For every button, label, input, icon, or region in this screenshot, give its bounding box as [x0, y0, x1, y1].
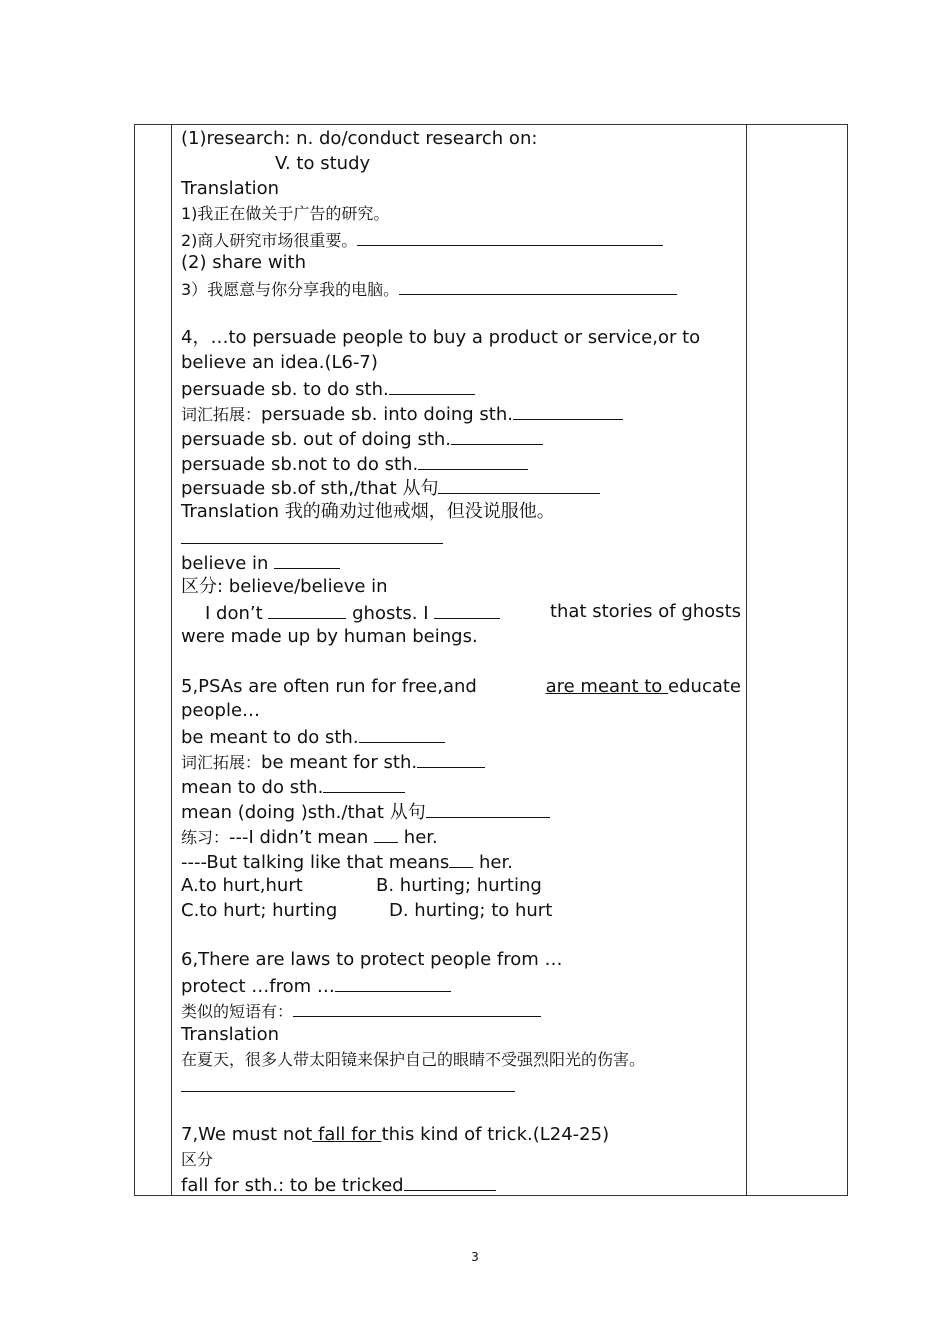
page-number: 3 — [471, 1250, 479, 1264]
answer-blank[interactable] — [404, 1172, 496, 1191]
empty-line — [181, 924, 741, 949]
answer-blank[interactable] — [426, 799, 550, 818]
answer-blank[interactable] — [451, 426, 543, 445]
text-line — [181, 824, 741, 849]
column-divider-right — [746, 125, 747, 1195]
option-text: A.to hurt,hurt — [181, 874, 303, 896]
option-text: D. hurting; to hurt — [389, 899, 553, 921]
text-line — [181, 774, 741, 799]
text-line — [181, 1172, 741, 1197]
line-text — [181, 600, 500, 625]
answer-blank[interactable] — [513, 401, 623, 420]
answer-blank[interactable] — [438, 475, 600, 494]
empty-line — [181, 650, 741, 675]
text-line — [181, 849, 741, 874]
text-line — [181, 998, 741, 1023]
empty-line — [181, 1098, 741, 1123]
line-text: protect …from … — [181, 976, 335, 998]
answer-blank[interactable] — [449, 849, 473, 868]
answer-blank[interactable] — [357, 227, 663, 246]
line-text: persuade sb. to do sth. — [181, 378, 389, 400]
text-line — [181, 1123, 741, 1148]
answer-blank[interactable] — [293, 998, 541, 1017]
worksheet-table — [134, 124, 848, 1196]
main-cell-content — [181, 127, 741, 1197]
text-line — [181, 799, 741, 824]
line-text: 词汇拓展： — [181, 404, 262, 424]
text-line — [181, 675, 741, 700]
line-text: 练习： — [181, 827, 230, 847]
line-text: her. — [473, 851, 513, 873]
text-line — [181, 724, 741, 749]
text-line — [181, 600, 741, 625]
text-line: believe an idea.(L6-7) — [181, 352, 378, 374]
option-text: B. hurting; hurting — [376, 874, 542, 896]
text-line — [181, 401, 741, 426]
text-line: people… — [181, 700, 261, 722]
text-line — [181, 525, 741, 550]
text-line — [181, 426, 741, 451]
line-text: mean (doing )sth./that 从句 — [181, 802, 426, 824]
text-line: 1)我正在做关于广告的研究。 — [181, 203, 390, 223]
text-line — [181, 550, 741, 575]
answer-blank[interactable] — [323, 774, 405, 793]
line-text: persuade sb. out of doing sth. — [181, 428, 452, 450]
line-text: persuade sb.of sth,/that 从句 — [181, 478, 439, 500]
line-text: 7,We must not — [181, 1123, 313, 1145]
answer-blank[interactable] — [399, 276, 677, 295]
answer-blank[interactable] — [434, 600, 500, 619]
line-text: 5,PSAs are often run for free,and — [181, 675, 477, 697]
text-line: Translation — [181, 177, 280, 199]
empty-line — [181, 301, 741, 326]
underlined-phrase: fall for — [312, 1123, 382, 1145]
text-line: V. to study — [275, 152, 371, 174]
answer-blank[interactable] — [374, 824, 398, 843]
line-text: persuade sb.not to do sth. — [181, 453, 419, 475]
text-line: 6,There are laws to protect people from … — [181, 949, 563, 971]
answer-blank[interactable] — [181, 1073, 515, 1092]
text-line — [181, 475, 741, 500]
text-line — [181, 276, 741, 301]
line-text: ---I didn’t mean — [229, 826, 375, 848]
line-text: be meant to do sth. — [181, 727, 359, 749]
text-line: were made up by human beings. — [181, 625, 478, 647]
line-text: mean to do sth. — [181, 777, 324, 799]
answer-blank[interactable] — [268, 600, 346, 619]
text-line: (1)research: n. do/conduct research on: — [181, 128, 538, 149]
column-divider-left — [171, 125, 172, 1195]
text-line — [181, 451, 741, 476]
text-line — [181, 376, 741, 401]
line-text: 词汇拓展： — [181, 753, 262, 773]
line-text: her. — [398, 826, 438, 848]
answer-blank[interactable] — [418, 451, 528, 470]
line-text: this kind of trick.(L24-25) — [381, 1123, 610, 1145]
text-line: (2) share with — [181, 252, 307, 274]
line-text: ----But talking like that means — [181, 851, 450, 873]
text-line: Translation 我的确劝过他戒烟，但没说服他。 — [181, 501, 555, 523]
line-text: educate — [668, 675, 741, 697]
line-text: 类似的短语有： — [181, 1002, 294, 1022]
text-line: Translation — [181, 1024, 280, 1046]
text-line — [181, 749, 741, 774]
answer-blank[interactable] — [274, 550, 340, 569]
line-text: fall for sth.: to be tricked — [181, 1175, 404, 1197]
option-text: C.to hurt; hurting — [181, 899, 338, 921]
line-text: be meant for sth. — [261, 752, 418, 774]
line-text: that stories of ghosts — [549, 600, 741, 622]
line-text — [546, 675, 741, 700]
text-line: 4，…to persuade people to buy a product or service,or to — [181, 327, 701, 349]
text-line — [181, 1073, 741, 1098]
answer-blank[interactable] — [389, 376, 475, 395]
line-text: ghosts. I — [346, 602, 435, 624]
text-line: 区分: believe/believe in — [181, 576, 388, 598]
text-line: 在夏天，很多人带太阳镜来保护自己的眼睛不受强烈阳光的伤害。 — [181, 1049, 646, 1069]
line-text: believe in — [181, 553, 275, 575]
answer-blank[interactable] — [335, 973, 451, 992]
line-text: 2)商人研究市场很重要。 — [181, 230, 358, 250]
text-line — [181, 227, 741, 252]
text-line — [181, 899, 741, 924]
line-text: 3）我愿意与你分享我的电脑。 — [181, 280, 400, 300]
line-text: I don’t — [205, 602, 269, 624]
text-line: 区分 — [181, 1149, 214, 1169]
line-text: persuade sb. into doing sth. — [261, 403, 513, 425]
text-line — [181, 874, 741, 899]
answer-blank[interactable] — [181, 525, 443, 544]
answer-blank[interactable] — [417, 749, 485, 768]
text-line — [181, 973, 741, 998]
answer-blank[interactable] — [359, 724, 445, 743]
underlined-phrase: are meant to — [545, 675, 669, 697]
